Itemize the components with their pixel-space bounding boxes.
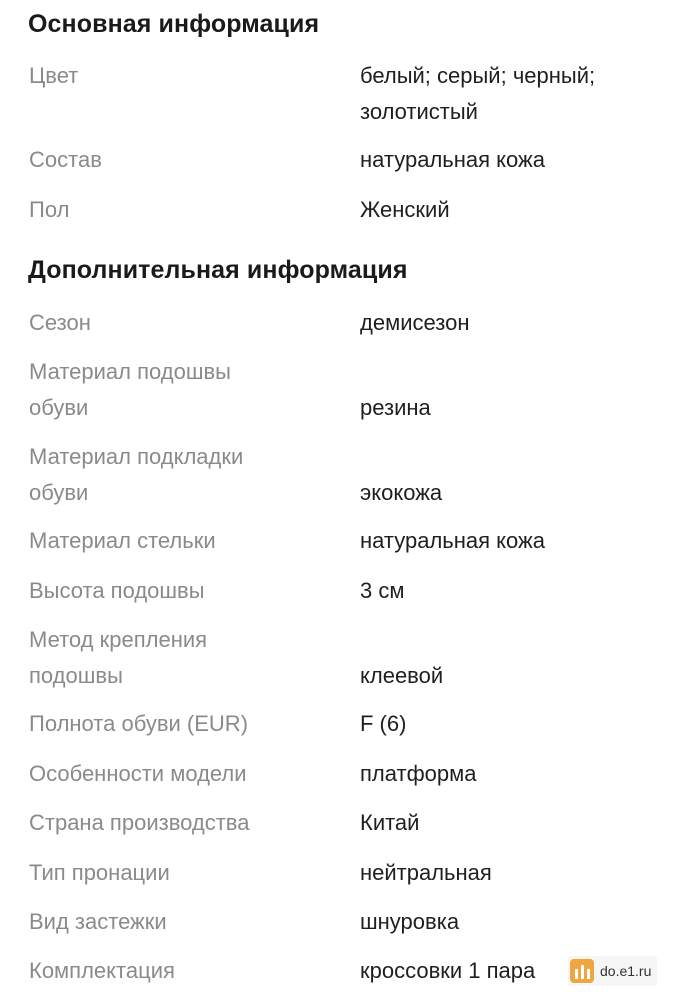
spec-value-line: белый; серый; черный; [360, 63, 596, 88]
spec-label-line: обуви [29, 395, 89, 420]
spec-value: резина [360, 395, 431, 420]
spec-value: нейтральная [360, 860, 492, 885]
spec-label: Тип пронации [29, 860, 170, 885]
e1-logo-icon [570, 959, 594, 983]
watermark-text: do.e1.ru [600, 963, 652, 979]
spec-label: Пол [29, 197, 70, 222]
spec-label: Материал стельки [29, 528, 216, 553]
spec-label: Вид застежки [29, 909, 167, 934]
spec-value: шнуровка [360, 909, 460, 934]
spec-value: клеевой [360, 663, 444, 688]
spec-label-line: обуви [29, 480, 89, 505]
spec-label: Высота подошвы [29, 578, 205, 603]
spec-label-line: Метод крепления [29, 627, 208, 652]
spec-value: Китай [360, 810, 420, 835]
spec-label [29, 622, 329, 694]
spec-value: 3 см [360, 578, 405, 603]
spec-value: натуральная кожа [360, 147, 545, 172]
spec-label: Комплектация [29, 958, 175, 983]
spec-value: Женский [360, 197, 450, 222]
spec-label: Особенности модели [29, 761, 247, 786]
section-title-extra: Дополнительная информация [28, 256, 408, 284]
spec-label: Полнота обуви (EUR) [29, 711, 249, 736]
site-watermark [568, 956, 657, 986]
spec-label: Страна производства [29, 810, 250, 835]
spec-value-line: золотистый [360, 99, 478, 124]
spec-label: Цвет [29, 63, 79, 88]
spec-label-line: Материал подошвы [29, 359, 231, 384]
spec-label-line: Материал подкладки [29, 444, 244, 469]
spec-label [29, 439, 329, 511]
spec-value: F (6) [360, 711, 407, 736]
spec-value: экокожа [360, 480, 443, 505]
spec-label: Состав [29, 147, 102, 172]
spec-value: платформа [360, 761, 477, 786]
spec-value: демисезон [360, 310, 470, 335]
spec-value: кроссовки 1 пара [360, 958, 536, 983]
spec-value [360, 58, 660, 130]
spec-label: Сезон [29, 310, 91, 335]
spec-label-line: подошвы [29, 663, 123, 688]
section-title-basic: Основная информация [28, 10, 320, 38]
spec-value: натуральная кожа [360, 528, 545, 553]
spec-label [29, 354, 329, 426]
